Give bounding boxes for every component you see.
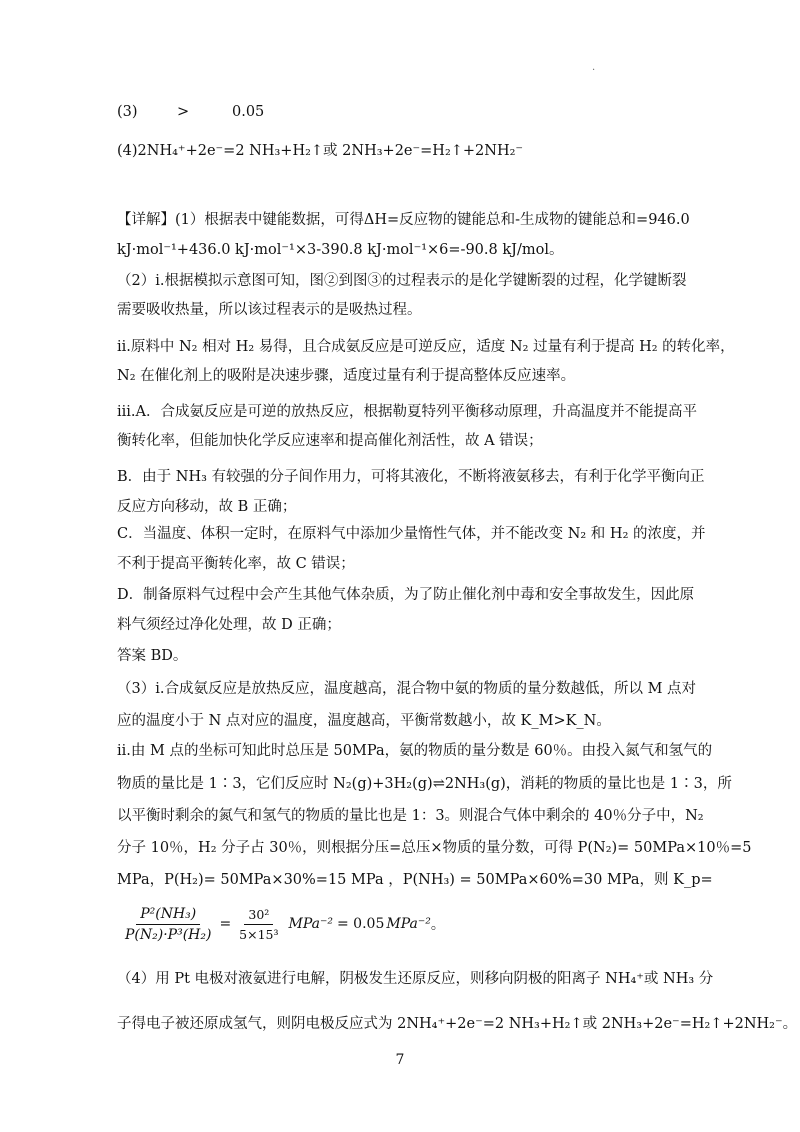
text-line: C．当温度、体积一定时，在原料气中添加少量惰性气体，并不能改变 N₂ 和 H₂ 的浓度，并 — [117, 526, 706, 542]
formula-end: 。 — [430, 917, 445, 933]
text-line: （2）i.根据模拟示意图可知，图②到图③的过程表示的是化学键断裂的过程，化学键断裂 — [117, 273, 687, 289]
answer-3-symbol: > — [177, 104, 190, 120]
answer-item-4: (4)2NH₄⁺+2e⁻=2 NH₃+H₂↑或 2NH₃+2e⁻=H₂↑+2NH₂⁻ — [117, 143, 524, 159]
lhs-fraction — [121, 906, 215, 943]
numeric-numerator: 30² — [244, 907, 273, 925]
result-value: = 0.05 — [337, 916, 385, 932]
text-line: （4）用 Pt 电极对液氨进行电解，阴极发生还原反应，则移向阴极的阳离子 NH₄⁺或 NH₃ 分 — [117, 971, 714, 987]
text-line: kJ·mol⁻¹+436.0 kJ·mol⁻¹×3-390.8 kJ·mol⁻¹×6=-90.8 kJ/mol。 — [117, 242, 564, 258]
equals-sign: = — [219, 916, 232, 932]
unit-mpa-result: MPa⁻² — [386, 916, 431, 932]
text-line: （3）i.合成氨反应是放热反应，温度越高，混合物中氨的物质的量分数越低，所以 M 点对 — [117, 681, 697, 697]
text-line: 答案 BD。 — [117, 648, 188, 664]
text-line: 子得电子被还原成氢气，则阴电极反应式为 2NH₄⁺+2e⁻=2 NH₃+H₂↑或 2NH₃+2e⁻=H₂↑+2NH₂⁻。 — [117, 1016, 798, 1032]
text-line: ii.由 M 点的坐标可知此时总压是 50MPa，氨的物质的量分数是 60％。由投入氮气和氢气的 — [117, 743, 713, 759]
text-line: N₂ 在催化剂上的吸附是决速步骤，适度过量有利于提高整体反应速率。 — [117, 368, 576, 384]
corner-mark: . — [592, 62, 596, 73]
kp-formula — [117, 898, 445, 950]
text-line: 料气须经过净化处理，故 D 正确； — [117, 617, 341, 633]
answer-item-3 — [117, 102, 690, 122]
text-line: 反应方向移动，故 B 正确； — [117, 499, 297, 515]
text-line: 衡转化率，但能加快化学反应速率和提高催化剂活性，故 A 错误； — [117, 433, 543, 449]
text-line: 以平衡时剩余的氮气和氢气的物质的量比也是 1：3。则混合气体中剩余的 40％分子中，N₂ — [117, 808, 704, 824]
text-line: 分子 10％，H₂ 分子占 30％，则根据分压=总压×物质的量分数，可得 P(N₂)= 50MPa×10％=5 — [117, 840, 752, 856]
text-line: 不利于提高平衡转化率，故 C 错误； — [117, 556, 355, 572]
answer-3-value: 0.05 — [232, 104, 265, 120]
lhs-denominator: P(N₂)·P³(H₂) — [125, 926, 212, 943]
numeric-denominator: 5×15³ — [239, 926, 279, 942]
numeric-fraction — [235, 907, 282, 942]
text-line: 物质的量比是 1∶3，它们反应时 N₂(g)+3H₂(g)⇌2NH₃(g)，消耗的物质的量比也是 1∶3，所 — [117, 776, 732, 792]
lhs-numerator: P²(NH₃) — [136, 906, 200, 925]
text-line: B．由于 NH₃ 有较强的分子间作用力，可将其液化，不断将液氨移去，有利于化学平衡向正 — [117, 469, 705, 485]
page-number: 7 — [395, 1052, 405, 1068]
unit-mpa: MPa⁻² — [288, 916, 333, 932]
text-line: ii.原料中 N₂ 相对 H₂ 易得，且合成氨反应是可逆反应，适度 N₂ 过量有利于提高 H₂ 的转化率， — [117, 339, 735, 355]
text-line: 需要吸收热量，所以该过程表示的是吸热过程。 — [117, 302, 422, 318]
text-line: D．制备原料气过程中会产生其他气体杂质，为了防止催化剂中毒和安全事故发生，因此原 — [117, 587, 695, 603]
text-line: MPa，P(H₂)= 50MPa×30%=15 MPa ，P(NH₃) = 50MPa×60%=30 MPa，则 K_p= — [117, 872, 713, 888]
text-line: iii.A．合成氨反应是可逆的放热反应，根据勒夏特列平衡移动原理，升高温度并不能提高平 — [117, 404, 697, 420]
text-line: 【详解】(1）根据表中键能数据，可得ΔH=反应物的键能总和-生成物的键能总和=946.0 — [117, 212, 690, 228]
answer-3-label: (3) — [117, 104, 138, 120]
text-line: 应的温度小于 N 点对应的温度，温度越高，平衡常数越小，故 K_M>K_N。 — [117, 713, 611, 729]
